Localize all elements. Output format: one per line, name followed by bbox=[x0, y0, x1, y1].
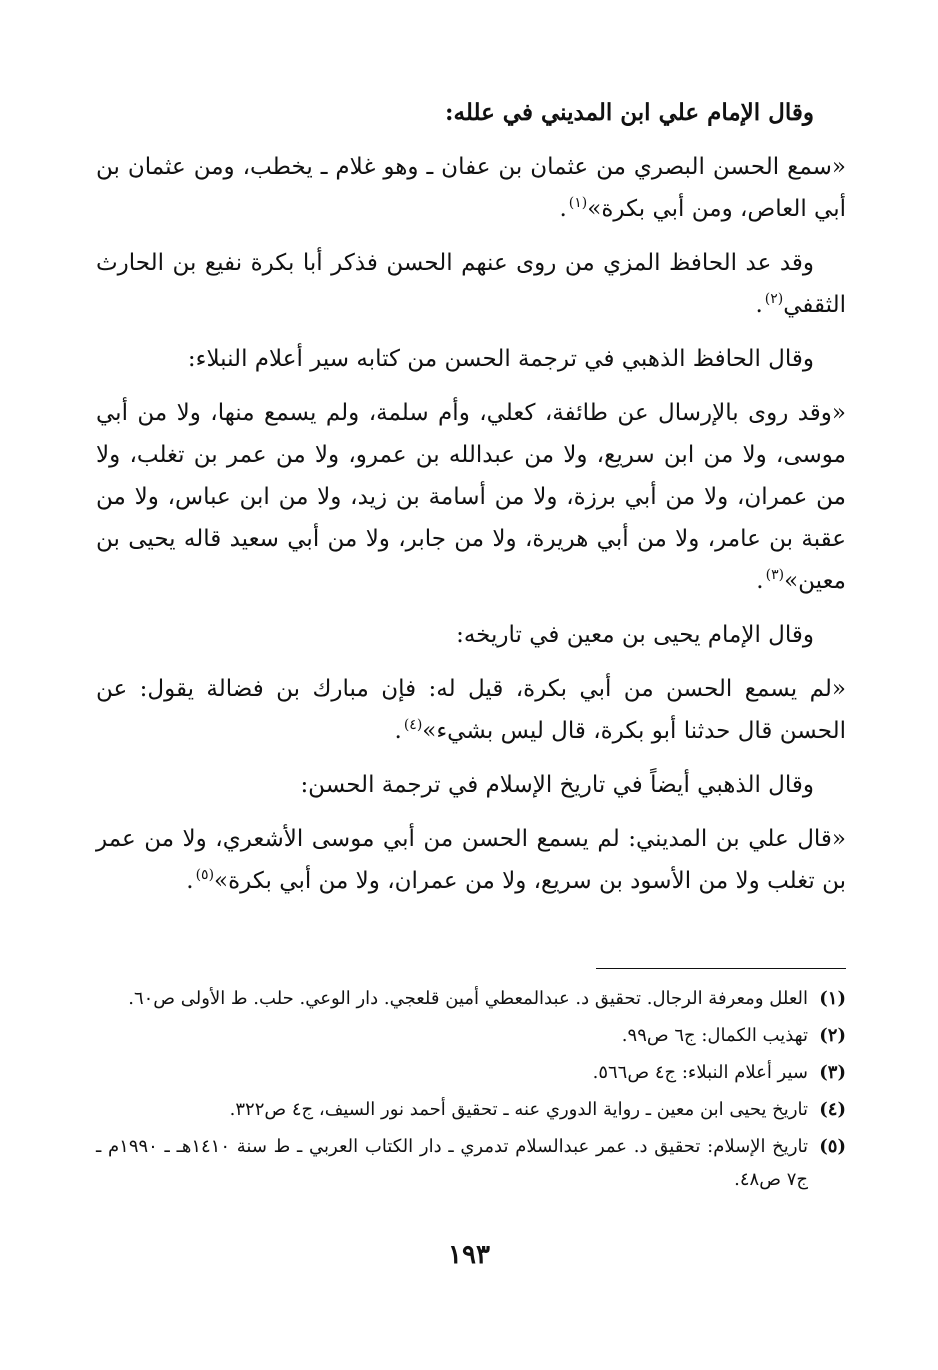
sentence-end-dot: . bbox=[756, 568, 764, 594]
paragraph-text: وقال الإمام علي ابن المديني في علله: bbox=[445, 99, 814, 126]
footnote-marker-4: (٤) bbox=[403, 717, 423, 734]
main-text bbox=[96, 92, 846, 914]
quote-paragraph-2 bbox=[96, 392, 846, 602]
footnote-text: تاريخ يحيى ابن معين ـ رواية الدوري عنه ـ تحقيق أحمد نور السيف، ج٤ ص٣٢٢. bbox=[229, 1099, 808, 1120]
paragraph-intro-ibn-maeen bbox=[96, 614, 846, 656]
footnote-item bbox=[96, 1130, 846, 1196]
page-number: ١٩٣ bbox=[448, 1240, 490, 1270]
paragraph-text: وقد عد الحافظ المزي من روى عنهم الحسن فذكر أبا بكرة نفيع بن الحارث الثقفي bbox=[96, 250, 846, 318]
paragraph-mizzi bbox=[96, 242, 846, 326]
quote-paragraph-4 bbox=[96, 818, 846, 902]
footnote-item bbox=[96, 1056, 846, 1089]
footnote-text: تاريخ الإسلام: تحقيق د. عمر عبدالسلام تدمري ـ دار الكتاب العربي ـ ط سنة ١٤١٠هـ ـ ١٩٩٠م ـ ج٧ ص٤٨. bbox=[96, 1136, 809, 1190]
footnote-marker-1: (١) bbox=[568, 195, 588, 212]
quote-text: «سمع الحسن البصري من عثمان بن عفان ـ وهو غلام ـ يخطب، ومن عثمان بن أبي العاص، ومن أبي بكرة» bbox=[96, 154, 846, 222]
paragraph-intro-ibn-madini bbox=[96, 92, 846, 134]
paragraph-text: وقال الذهبي أيضاً في تاريخ الإسلام في ترجمة الحسن: bbox=[300, 772, 814, 798]
paragraph-text: وقال الإمام يحيى بن معين في تاريخه: bbox=[456, 622, 814, 648]
footnote-item bbox=[96, 982, 846, 1015]
sentence-end-dot: . bbox=[559, 196, 567, 222]
footnote-number: (١) bbox=[819, 988, 846, 1009]
footnote-number: (٥) bbox=[819, 1136, 846, 1157]
footnote-number: (٤) bbox=[819, 1099, 846, 1120]
footnote-number: (٢) bbox=[819, 1025, 846, 1046]
paragraph-text: وقال الحافظ الذهبي في ترجمة الحسن من كتابه سير أعلام النبلاء: bbox=[187, 346, 814, 372]
quote-text: «وقد روى بالإرسال عن طائفة، كعلي، وأم سلمة، ولم يسمع منها، ولا من أبي موسى، ولا من ابن سريع، ولا من عبدالله بن عمرو، ولا من عمر بن تغلب، ولا من عمران، ولا من أبي برزة، ولا من أسامة بن زيد، ولا من ابن عباس، ولا من عقبة بن عامر، ولا من أبي هريرة، ولا من جابر، ولا من أبي سعيد قاله يحيى بن معين» bbox=[96, 400, 846, 594]
footnote-number: (٣) bbox=[819, 1062, 846, 1083]
footnote-item bbox=[96, 1093, 846, 1126]
footnote-marker-2: (٢) bbox=[764, 291, 784, 308]
quote-paragraph-1 bbox=[96, 146, 846, 230]
paragraph-intro-dhahabi-tarikh bbox=[96, 764, 846, 806]
quote-text: «قال علي بن المديني: لم يسمع الحسن من أبي موسى الأشعري، ولا من عمر بن تغلب ولا من الأسود بن سريع، ولا من عمران، ولا من أبي بكرة» bbox=[96, 826, 846, 894]
sentence-end-dot: . bbox=[186, 868, 194, 894]
footnote-text: سير أعلام النبلاء: ج٤ ص٥٦٦. bbox=[592, 1062, 808, 1083]
footnote-item bbox=[96, 1019, 846, 1052]
footnote-marker-3: (٣) bbox=[765, 567, 785, 584]
sentence-end-dot: . bbox=[755, 292, 763, 318]
quote-paragraph-3 bbox=[96, 668, 846, 752]
quote-text: «لم يسمع الحسن من أبي بكرة، قيل له: فإن مبارك بن فضالة يقول: عن الحسن قال حدثنا أبو بكرة، قال ليس بشيء» bbox=[96, 676, 846, 744]
footnotes bbox=[96, 982, 846, 1200]
footnote-marker-5: (٥) bbox=[195, 867, 215, 884]
paragraph-intro-dhahabi-siyar bbox=[96, 338, 846, 380]
footnote-text: تهذيب الكمال: ج٦ ص٩٩. bbox=[621, 1025, 808, 1046]
footnote-text: العلل ومعرفة الرجال. تحقيق د. عبدالمعطي أمين قلعجي. دار الوعي. حلب. ط الأولى ص٦٠. bbox=[128, 988, 808, 1009]
footnote-separator bbox=[596, 968, 846, 969]
sentence-end-dot: . bbox=[394, 718, 402, 744]
